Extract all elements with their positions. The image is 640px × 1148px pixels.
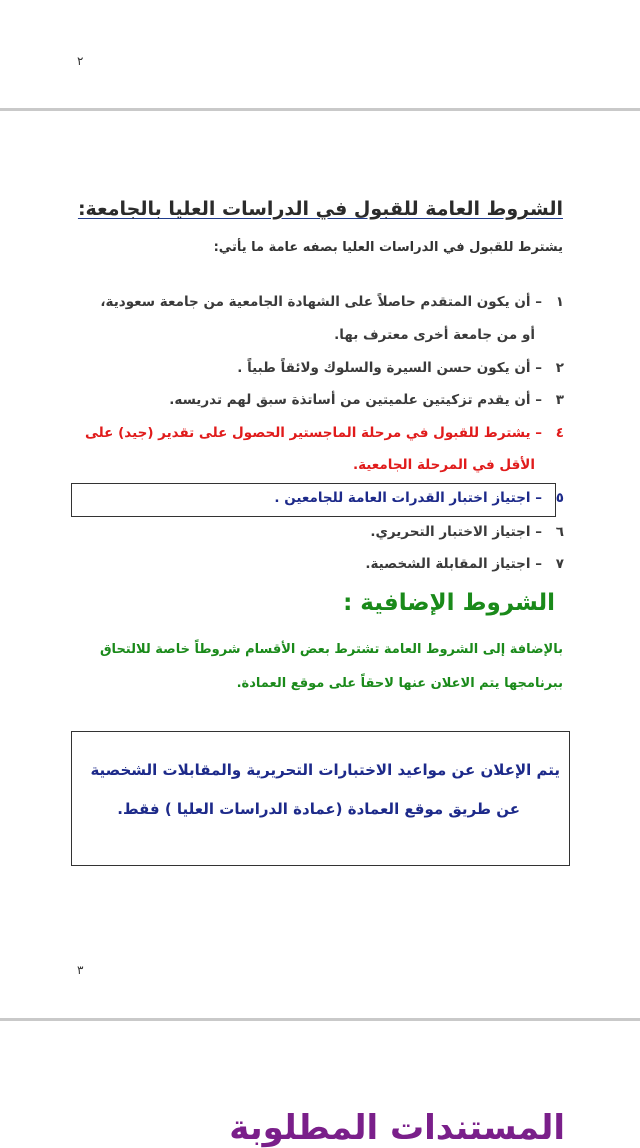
additional-conditions-line-1: بالإضافة إلى الشروط العامة تشترط بعض الأقسام شروطاً خاصة للالتحاق (99, 642, 563, 657)
condition-7 (365, 556, 564, 572)
additional-conditions-line-2: ببرنامجها يتم الاعلان عنها لاحقاً على موقع العمادة. (236, 676, 563, 691)
condition-2-text: – أن يكون حسن السيرة والسلوك ولائقاً طبياً . (237, 360, 542, 376)
condition-4-continuation: الأقل في المرحلة الجامعية. (352, 457, 535, 473)
condition-3-text: – أن يقدم تزكيتين علميتين من أساتذة سبق لهم تدريسه. (169, 392, 542, 408)
page-divider-bottom (0, 1018, 640, 1021)
condition-7-text: – اجتياز المقابلة الشخصية. (365, 556, 542, 572)
condition-4-number: ٤ (555, 425, 564, 441)
page-number-top: ٢ (77, 54, 84, 68)
condition-3-number: ٣ (555, 392, 564, 408)
notice-box (71, 731, 570, 866)
condition-7-number: ٧ (555, 556, 564, 572)
notice-line-1: يتم الإعلان عن مواعيد الاختبارات التحريرية والمقابلات الشخصية (90, 761, 560, 779)
condition-1-text: – أن يكون المتقدم حاصلاً على الشهادة الجامعية من جامعة سعودية، (100, 294, 542, 310)
condition-1 (100, 294, 564, 310)
condition-4 (85, 425, 564, 441)
condition-5 (274, 490, 564, 506)
additional-conditions-title: الشروط الإضافية : (343, 590, 555, 616)
condition-5-text: – اجتياز اختبار القدرات العامة للجامعين . (274, 490, 542, 506)
next-page-title: المستندات المطلوبة (229, 1108, 565, 1148)
page-divider-top (0, 108, 640, 111)
page-number-bottom: ٣ (77, 963, 84, 977)
condition-6-text: – اجتياز الاختبار التحريري. (370, 524, 542, 540)
condition-3 (169, 392, 564, 408)
condition-1-number: ١ (555, 294, 564, 310)
condition-6-number: ٦ (555, 524, 564, 540)
condition-2-number: ٢ (555, 360, 564, 376)
condition-1-continuation: أو من جامعة أخرى معترف بها. (334, 327, 535, 343)
intro-text: يشترط للقبول في الدراسات العليا بصفه عامة ما يأتي: (213, 240, 563, 255)
notice-line-2: عن طريق موقع العمادة (عمادة الدراسات العليا ) فقط. (117, 800, 520, 818)
condition-6 (370, 524, 564, 540)
condition-5-number: ٥ (555, 490, 564, 506)
page-title: الشروط العامة للقبول في الدراسات العليا بالجامعة: (77, 198, 563, 220)
condition-2 (237, 360, 564, 376)
condition-4-text: – يشترط للقبول في مرحلة الماجستير الحصول على تقدير (جيد) على (85, 425, 542, 441)
